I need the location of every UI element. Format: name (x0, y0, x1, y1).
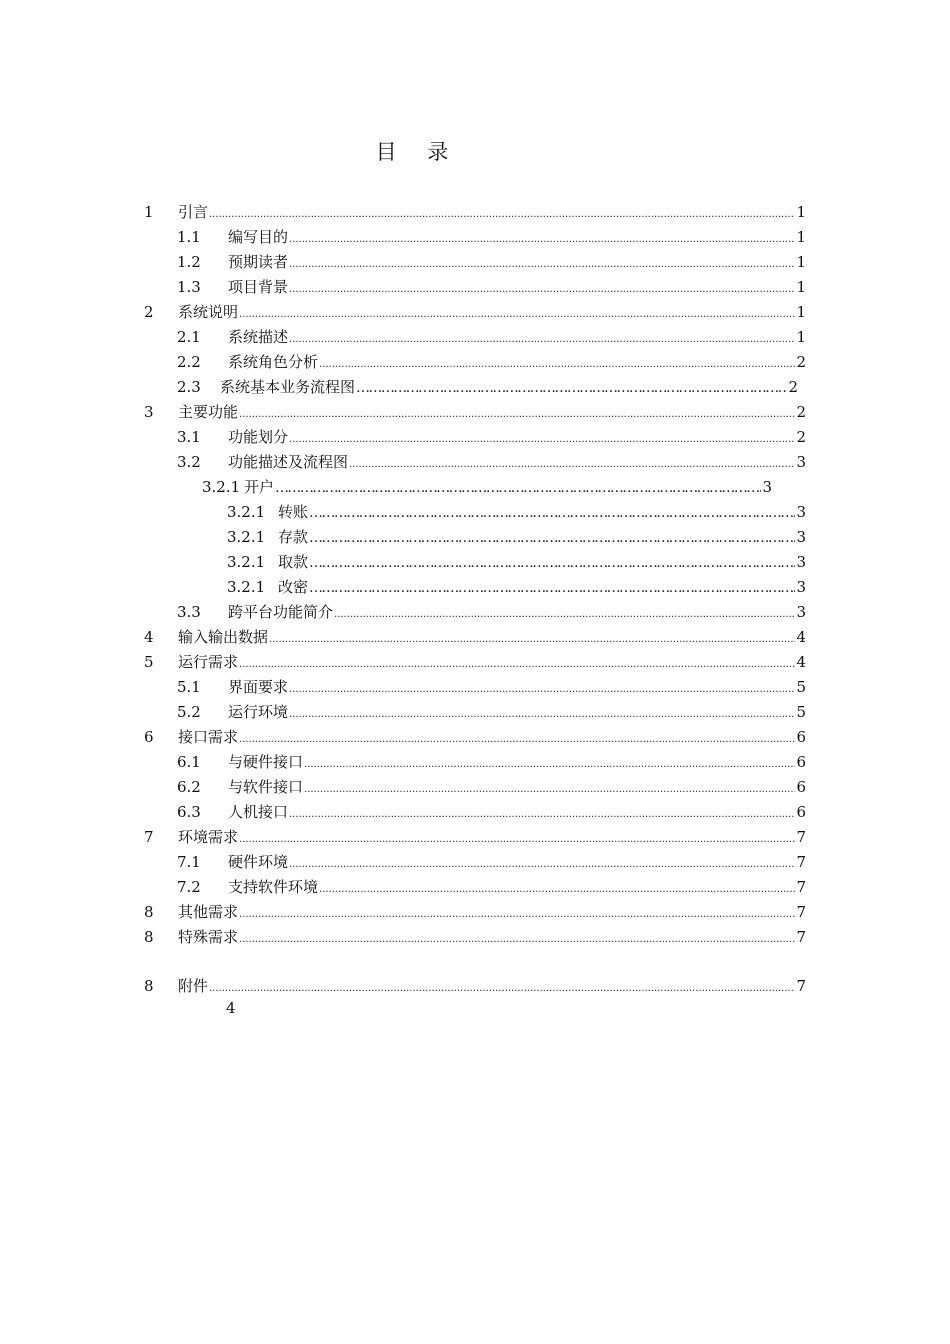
toc-entry-page: 1 (796, 278, 806, 296)
toc-entry[interactable] (177, 350, 806, 374)
toc-entry-number: 3.1 (177, 428, 201, 446)
toc-entry-number: 6.3 (177, 803, 201, 821)
toc-entry-number: 3.3 (177, 603, 201, 621)
toc-entry[interactable] (227, 550, 806, 574)
dot-leader (209, 200, 795, 227)
toc-entry-label: 界面要求 (228, 678, 289, 696)
dot-leader (289, 700, 795, 727)
dot-leader (289, 850, 795, 877)
toc-entry[interactable] (144, 400, 806, 424)
toc-entry[interactable] (144, 625, 806, 649)
dot-leader (334, 600, 795, 627)
toc-entry-page: 6 (796, 803, 806, 821)
toc-entry[interactable] (177, 425, 806, 449)
toc-entry-number: 1.3 (177, 278, 201, 296)
toc-entry[interactable] (144, 900, 806, 924)
toc-entry-page: 3 (762, 478, 772, 496)
toc-entry-number: 7 (144, 828, 154, 846)
toc-entry-number: 1.1 (177, 228, 201, 246)
dot-leader (289, 675, 795, 702)
toc-entry-label: 与硬件接口 (228, 753, 304, 771)
toc-entry-number: 3.2.1 (227, 503, 266, 521)
toc-entry[interactable] (144, 725, 806, 749)
dot-leader (289, 325, 795, 352)
dot-leader (239, 650, 795, 677)
toc-entry-number: 7.2 (177, 878, 201, 896)
stray-number: 4 (226, 999, 236, 1017)
toc-entry-label: 编写目的 (228, 228, 289, 246)
toc-entry-label: 主要功能 (178, 403, 239, 421)
toc-entry-number: 2.3 (177, 378, 201, 396)
toc-entry-page: 3 (796, 453, 806, 471)
toc-entry-number: 6 (144, 728, 154, 746)
toc-entry-page: 5 (796, 678, 806, 696)
dot-leader (304, 750, 795, 777)
toc-entry[interactable] (177, 325, 806, 349)
toc-entry-page: 5 (796, 703, 806, 721)
toc-entry-label: 取款 (278, 553, 309, 571)
dot-leader (319, 875, 795, 902)
toc-entry-label: 预期读者 (228, 253, 289, 271)
dot-leader (239, 825, 795, 852)
toc-entry-number: 2.1 (177, 328, 201, 346)
toc-entry-number: 1 (144, 203, 154, 221)
toc-entry-page: 1 (796, 228, 806, 246)
toc-entry-label: 环境需求 (178, 828, 239, 846)
toc-entry-page: 1 (796, 328, 806, 346)
toc-entry-page: 1 (796, 203, 806, 221)
toc-entry-page: 2 (788, 378, 798, 396)
toc-entry-label: 开户 (244, 478, 275, 496)
toc-entry-number: 3.2.1 (227, 553, 266, 571)
toc-entry[interactable] (227, 575, 806, 599)
toc-entry[interactable] (177, 700, 806, 724)
dot-leader (239, 300, 795, 327)
toc-entry[interactable] (202, 475, 772, 499)
dot-leader (269, 625, 795, 652)
toc-entry-label: 引言 (178, 203, 209, 221)
toc-entry[interactable] (144, 825, 806, 849)
toc-entry-label: 系统描述 (228, 328, 289, 346)
toc-entry-page: 6 (796, 778, 806, 796)
dot-leader (289, 225, 795, 252)
toc-entry-label: 系统角色分析 (228, 353, 319, 371)
toc-entry[interactable] (227, 525, 806, 549)
toc-entry-page: 7 (796, 903, 806, 921)
dot-leader (239, 900, 795, 927)
toc-entry-page: 7 (796, 853, 806, 871)
toc-entry-label: 功能划分 (228, 428, 289, 446)
toc-entry-page: 7 (796, 878, 806, 896)
toc-entry[interactable] (177, 775, 806, 799)
dot-leader (309, 525, 795, 550)
toc-entry-label: 人机接口 (228, 803, 289, 821)
dot-leader (239, 725, 795, 752)
toc-entry-number: 5 (144, 653, 154, 671)
toc-entry-label: 转账 (278, 503, 309, 521)
toc-entry-page: 1 (796, 303, 806, 321)
toc-entry-number: 3.2.1 (227, 528, 266, 546)
dot-leader (309, 575, 795, 600)
toc-entry-number: 3 (144, 403, 154, 421)
dot-leader (356, 375, 787, 400)
toc-entry-label: 与软件接口 (228, 778, 304, 796)
dot-leader (275, 475, 761, 500)
toc-entry-label: 系统基本业务流程图 (220, 378, 356, 396)
toc-entry-page: 4 (796, 653, 806, 671)
toc-entry[interactable] (144, 650, 806, 674)
dot-leader (239, 925, 795, 952)
toc-entry-number: 2 (144, 303, 154, 321)
toc-entry-number: 8 (144, 977, 154, 995)
toc-entry-page: 4 (796, 628, 806, 646)
toc-entry-page: 2 (796, 403, 806, 421)
toc-entry-page: 6 (796, 753, 806, 771)
dot-leader (289, 275, 795, 302)
toc-entry-number: 4 (144, 628, 154, 646)
toc-entry-label: 项目背景 (228, 278, 289, 296)
dot-leader (309, 500, 795, 525)
toc-entry-number: 3.2 (177, 453, 201, 471)
toc-entry[interactable] (227, 500, 806, 524)
toc-entry[interactable] (177, 675, 806, 699)
dot-leader (319, 350, 795, 377)
dot-leader (239, 400, 795, 427)
toc-entry-number: 3.2.1 (227, 578, 266, 596)
toc-entry-number: 8 (144, 928, 154, 946)
toc-entry[interactable] (144, 974, 806, 998)
toc-entry-label: 运行环境 (228, 703, 289, 721)
toc-entry[interactable] (177, 750, 806, 774)
toc-entry-page: 6 (796, 728, 806, 746)
toc-entry-label: 接口需求 (178, 728, 239, 746)
toc-entry-number: 8 (144, 903, 154, 921)
toc-entry-number: 6.2 (177, 778, 201, 796)
toc-entry[interactable] (177, 800, 806, 824)
toc-entry-label: 附件 (178, 977, 209, 995)
toc-entry[interactable] (177, 250, 806, 274)
toc-entry-label: 存款 (278, 528, 309, 546)
toc-entry-page: 2 (796, 353, 806, 371)
toc-entry-label: 硬件环境 (228, 853, 289, 871)
toc-entry-number: 3.2.1 (202, 478, 241, 496)
dot-leader (209, 974, 795, 1001)
toc-entry-label: 改密 (278, 578, 309, 596)
toc-entry-page: 3 (796, 578, 806, 596)
dot-leader (349, 450, 795, 477)
dot-leader (289, 425, 795, 452)
toc-entry-page: 3 (796, 503, 806, 521)
toc-entry-number: 5.2 (177, 703, 201, 721)
dot-leader (289, 250, 795, 277)
toc-entry[interactable] (177, 850, 806, 874)
toc-entry-page: 2 (796, 428, 806, 446)
toc-entry[interactable] (144, 300, 806, 324)
toc-entry-page: 3 (796, 528, 806, 546)
toc-entry[interactable] (144, 925, 806, 949)
toc-entry-label: 输入输出数据 (178, 628, 269, 646)
toc-entry-label: 支持软件环境 (228, 878, 319, 896)
toc-entry-label: 其他需求 (178, 903, 239, 921)
toc-entry[interactable] (177, 375, 798, 399)
toc-entry[interactable] (177, 875, 806, 899)
toc-entry-label: 功能描述及流程图 (228, 453, 349, 471)
toc-entry-page: 1 (796, 253, 806, 271)
toc-entry-number: 2.2 (177, 353, 201, 371)
toc-entry-page: 7 (796, 828, 806, 846)
toc-entry[interactable] (177, 600, 806, 624)
toc-entry-number: 6.1 (177, 753, 201, 771)
toc-entry-page: 7 (796, 928, 806, 946)
toc-entry-label: 运行需求 (178, 653, 239, 671)
toc-entry-number: 1.2 (177, 253, 201, 271)
dot-leader (304, 775, 795, 802)
toc-entry[interactable] (177, 450, 806, 474)
toc-entry[interactable] (177, 225, 806, 249)
toc-entry-label: 特殊需求 (178, 928, 239, 946)
toc-entry-label: 系统说明 (178, 303, 239, 321)
toc-entry-page: 3 (796, 603, 806, 621)
toc-title: 目 录 (375, 140, 461, 164)
toc-entry-number: 7.1 (177, 853, 201, 871)
toc-entry-page: 7 (796, 977, 806, 995)
dot-leader (309, 550, 795, 575)
toc-entry-label: 跨平台功能简介 (228, 603, 334, 621)
toc-entry[interactable] (177, 275, 806, 299)
dot-leader (289, 800, 795, 827)
toc-entry-number: 5.1 (177, 678, 201, 696)
toc-entry[interactable] (144, 200, 806, 224)
toc-entry-page: 3 (796, 553, 806, 571)
